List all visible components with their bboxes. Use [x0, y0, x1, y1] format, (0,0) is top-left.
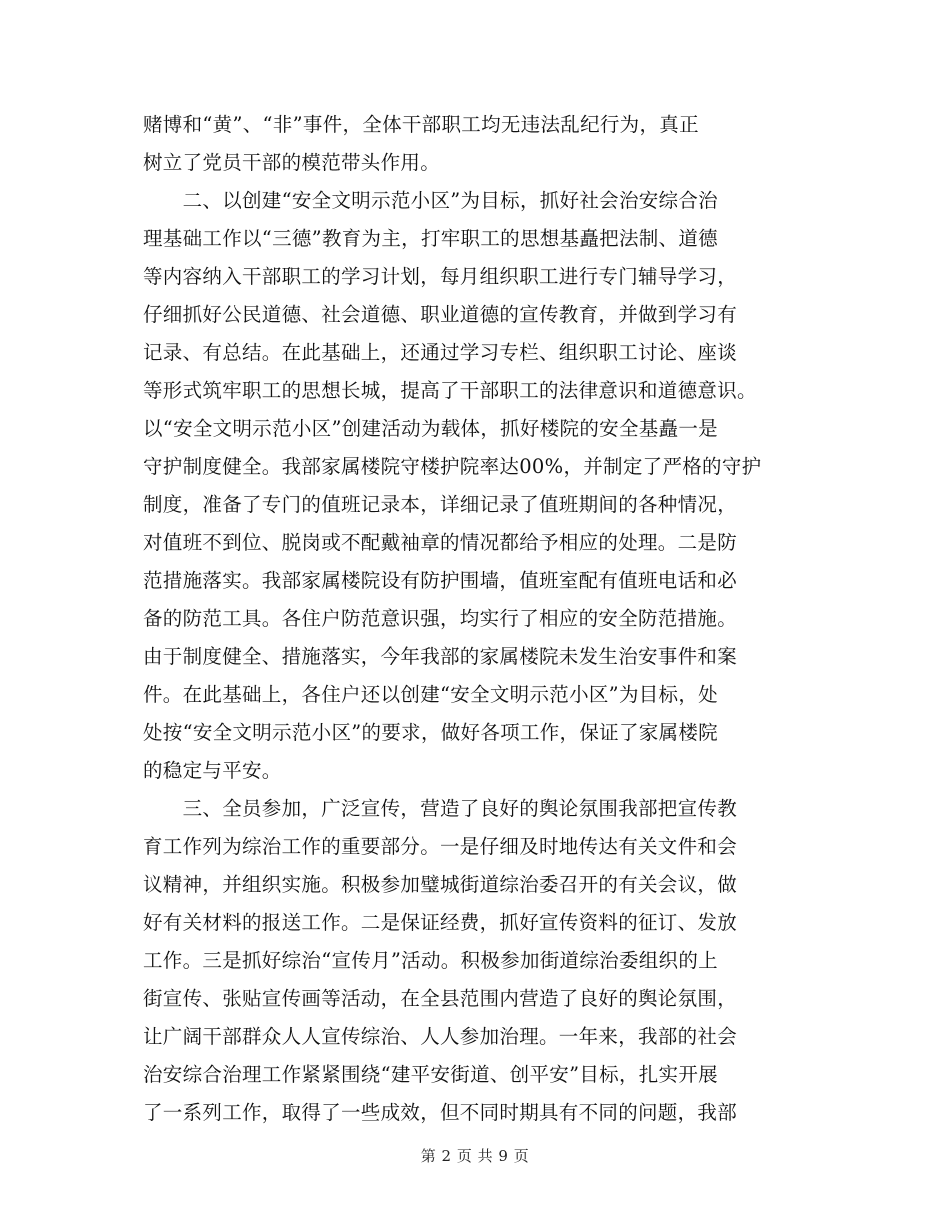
text-line: 由于制度健全、措施落实，今年我部的家属楼院未发生治安事件和案	[143, 645, 738, 668]
body-text	[143, 106, 807, 1132]
text-line: 理基础工作以“三德”教育为主，打牢职工的思想基矗把法制、道德	[143, 227, 718, 250]
text-line: 好有关材料的报送工作。二是保证经费，抓好宣传资料的征订、发放	[143, 911, 738, 934]
text-line: 备的防范工具。各住户防范意识强，均实行了相应的安全防范措施。	[143, 607, 738, 630]
text-line: 等内容纳入干部职工的学习计划，每月组织职工进行专门辅导学习，	[143, 265, 738, 288]
text-line: 二、以创建“安全文明示范小区”为目标，抓好社会治安综合治	[143, 189, 718, 212]
text-line: 三、全员参加，广泛宣传，营造了良好的舆论氛围我部把宣传教	[143, 797, 738, 820]
text-line: 让广阔干部群众人人宣传综治、人人参加治理。一年来，我部的社会	[143, 1025, 738, 1048]
text-line: 制度，准备了专门的值班记录本，详细记录了值班期间的各种情况，	[143, 493, 738, 516]
text-line: 件。在此基础上，各住户还以创建“安全文明示范小区”为目标，处	[143, 683, 718, 706]
text-line: 等形式筑牢职工的思想长城，提高了干部职工的法律意识和道德意识。	[143, 379, 757, 402]
text-line: 记录、有总结。在此基础上，还通过学习专栏、组织职工讨论、座谈	[143, 341, 738, 364]
text-line: 工作。三是抓好综治“宣传月”活动。积极参加街道综治委组织的上	[143, 949, 718, 972]
page-number: 第 2 页 共 9 页	[420, 1147, 530, 1165]
text-line: 处按“安全文明示范小区”的要求，做好各项工作，保证了家属楼院	[143, 721, 718, 744]
text-line: 了一系列工作，取得了一些成效，但不同时期具有不同的问题，我部	[143, 1101, 738, 1124]
text-line: 守护制度健全。我部家属楼院守楼护院率达00%，并制定了严格的守护	[143, 455, 762, 478]
text-line: 树立了党员干部的模范带头作用。	[143, 151, 441, 174]
text-line: 议精神，并组织实施。积极参加璧城街道综治委召开的有关会议，做	[143, 873, 738, 896]
text-line: 赌博和“黄”、“非”事件，全体干部职工均无违法乱纪行为，真正	[143, 113, 699, 136]
text-line: 育工作列为综治工作的重要部分。一是仔细及时地传达有关文件和会	[143, 835, 738, 858]
text-line: 范措施落实。我部家属楼院设有防护围墙，值班室配有值班电话和必	[143, 569, 738, 592]
text-line: 以“安全文明示范小区”创建活动为载体，抓好楼院的安全基矗一是	[143, 417, 718, 440]
text-line: 的稳定与平安。	[143, 759, 282, 782]
text-line: 街宣传、张贴宣传画等活动，在全县范围内营造了良好的舆论氛围，	[143, 987, 738, 1010]
text-line: 治安综合治理工作紧紧围绕“建平安街道、创平安”目标，扎实开展	[143, 1063, 718, 1086]
text-line: 对值班不到位、脱岗或不配戴袖章的情况都给予相应的处理。二是防	[143, 531, 738, 554]
text-line: 仔细抓好公民道德、社会道德、职业道德的宣传教育，并做到学习有	[143, 303, 738, 326]
